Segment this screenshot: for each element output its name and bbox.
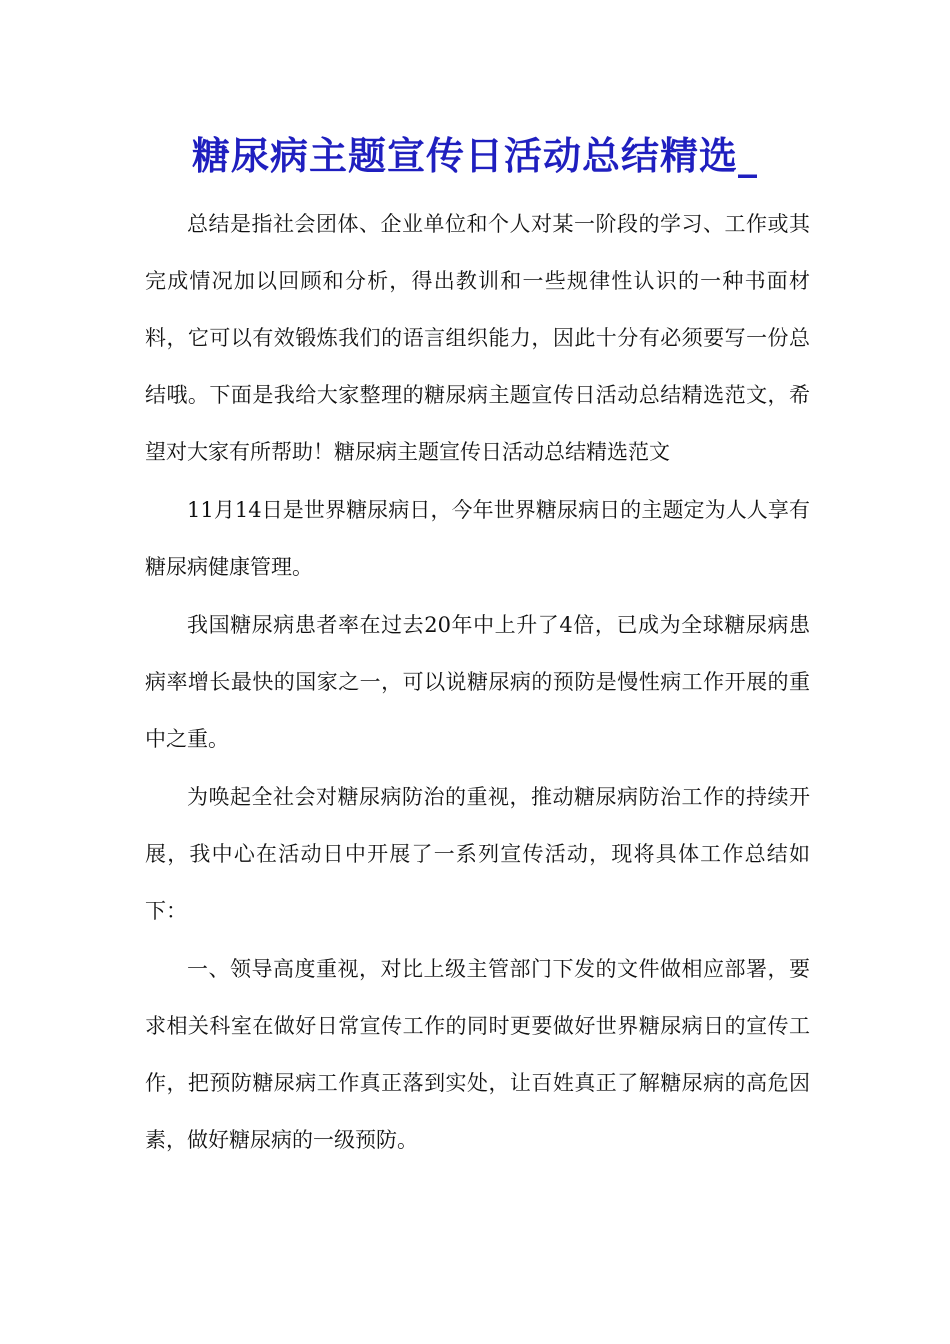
paragraph-activities: 为唤起全社会对糖尿病防治的重视，推动糖尿病防治工作的持续开展，我中心在活动日中开展了一系列宣传活动，现将具体工作总结如下：: [145, 785, 810, 923]
document-title: 糖尿病主题宣传日活动总结精选_: [191, 133, 758, 178]
paragraph-prevalence: 我国糖尿病患者率在过去20年中上升了4倍，已成为全球糖尿病患病率增长最快的国家之一，可以说糖尿病的预防是慢性病工作开展的重中之重。: [145, 613, 810, 751]
paragraph-intro: 总结是指社会团体、企业单位和个人对某一阶段的学习、工作或其完成情况加以回顾和分析，得出教训和一些规律性认识的一种书面材料，它可以有效锻炼我们的语言组织能力，因此十分有必须要写一份总结哦。下面是我给大家整理的糖尿病主题宣传日活动总结精选范文，希望对大家有所帮助！糖尿病主题宣传日活动总结精选范文: [145, 212, 810, 464]
paragraph-world-diabetes-day: 11月14日是世界糖尿病日，今年世界糖尿病日的主题定为人人享有糖尿病健康管理。: [145, 498, 810, 579]
document-body: [145, 196, 810, 1170]
paragraph-leadership: 一、领导高度重视，对比上级主管部门下发的文件做相应部署，要求相关科室在做好日常宣传工作的同时更要做好世界糖尿病日的宣传工作，把预防糖尿病工作真正落到实处，让百姓真正了解糖尿病的高危因素，做好糖尿病的一级预防。: [145, 957, 810, 1152]
